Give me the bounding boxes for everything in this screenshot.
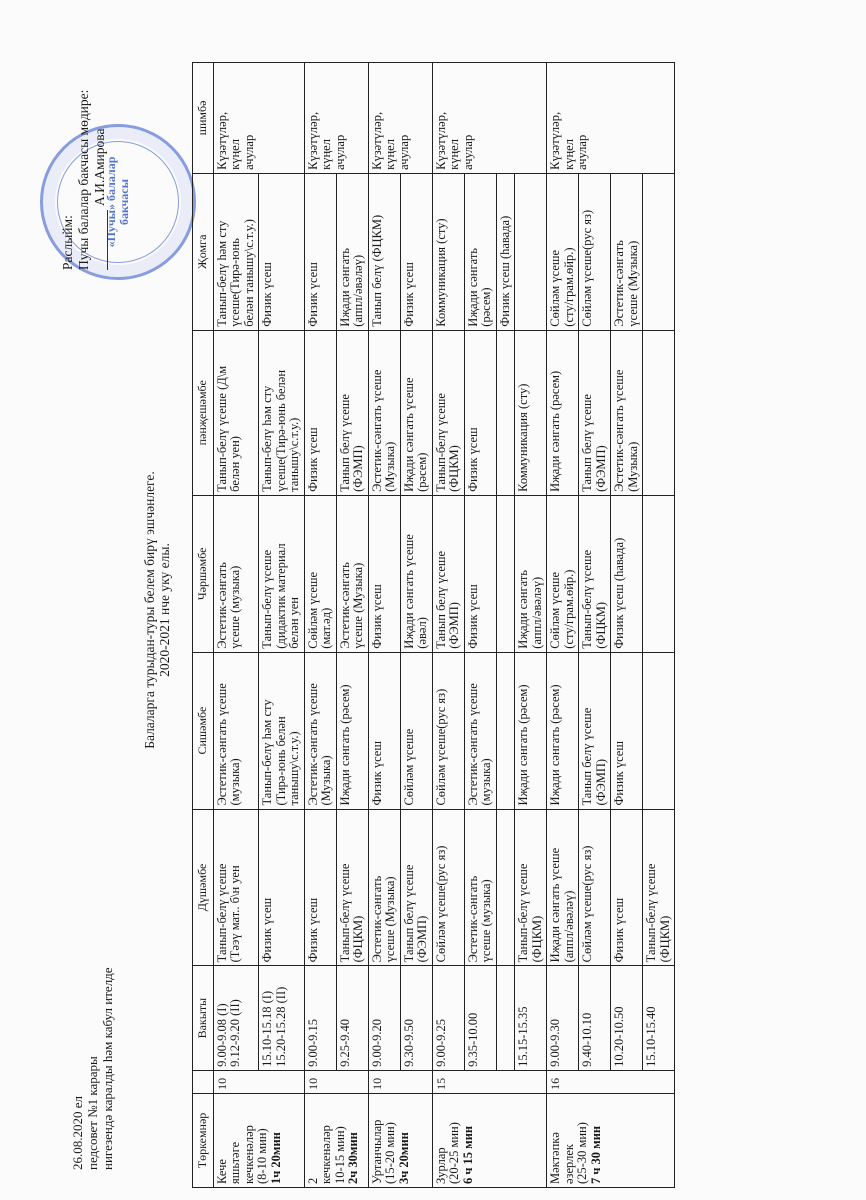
time-cell: 9.30-9.50 [400, 966, 432, 1071]
group-child-count: 10 [304, 1070, 368, 1093]
protocol-accepted: нигезендә каралды һәм кабул ителде [100, 967, 115, 1170]
activity-cell-wed: Сөйләм үсеше (сту/грам.өйр.) [547, 495, 579, 652]
group-child-count: 15 [432, 1070, 547, 1093]
table-row [611, 63, 643, 1188]
activity-cell-wed: Танып-белү үсеше (дидактик материал белән уен [259, 495, 305, 652]
column-header-1 [193, 1070, 214, 1093]
activity-cell-wed [496, 495, 515, 652]
group-child-count: 16 [547, 1070, 675, 1093]
activity-cell-fri: Сөйләм үсеше (сту/грам.өйр.) [547, 173, 579, 330]
time-cell: 15.15-15.35 [515, 966, 547, 1071]
column-header-7: Җомга [193, 173, 214, 330]
activity-cell-tue [643, 652, 675, 809]
table-row [432, 63, 464, 1188]
activity-cell-fri: Танып белү (ФЦКМ) [368, 173, 400, 330]
protocol-date: 26.08.2020 ел [70, 1095, 85, 1170]
activity-cell-mon: Сөйләм үсеше(рус яз) [432, 809, 464, 966]
table-row [547, 63, 579, 1188]
activity-cell-fri: Коммуникация (сту) [432, 173, 464, 330]
activity-cell-wed: Физик үсеш [368, 495, 400, 652]
group-name-cell: Зурлар (20-25 мин) 6 ч 15 мин [432, 1093, 547, 1187]
approval-name: А.И.Амирова [92, 128, 107, 206]
group-child-count: 10 [368, 1070, 432, 1093]
activity-cell-wed: Сөйләм үсеше (мат.әд) [304, 495, 336, 652]
activity-cell-thu: Физик үсеш [464, 330, 496, 495]
activity-cell-fri: Физик үсеш (һавада) [496, 173, 515, 330]
group-total-time: 1ч 20мин [268, 1132, 283, 1184]
table-row [579, 63, 611, 1188]
activity-cell-thu: Физик үсеш [304, 330, 336, 495]
activity-cell-thu [643, 330, 675, 495]
table-row [368, 63, 400, 1188]
activity-cell-tue: Танып белү үсеше (ФЭМП) [579, 652, 611, 809]
activity-cell-wed: Эстетик-сәнгать үсеше (Музыка) [336, 495, 368, 652]
table-row [643, 63, 675, 1188]
protocol-header [70, 850, 115, 1170]
table-row [515, 63, 547, 1188]
activity-cell-mon: Эстетик-сәнгать үсеше (музыка) [464, 809, 496, 966]
activity-cell-thu: Эстетик-сәнгать үсеше (Музыка) [368, 330, 400, 495]
activity-cell-fri [515, 173, 547, 330]
activity-cell-fri: Физик үсеш [304, 173, 336, 330]
time-cell: 10.20-10.50 [611, 966, 643, 1071]
activity-cell-wed: Физик үсеш [464, 495, 496, 652]
time-cell: 9.00-9.30 [547, 966, 579, 1071]
activity-cell-thu: Танып белү үсеше (ФЭМП) [336, 330, 368, 495]
group-name-cell: 2 кечкенәләр 10-15 мин) 2ч 30мин [304, 1093, 368, 1187]
activity-cell-thu: Танып-белү үсеше (Д\м белән уен) [213, 330, 259, 495]
time-cell: 9.00-9.25 [432, 966, 464, 1071]
time-cell: 9.35-10.00 [464, 966, 496, 1071]
activity-cell-tue: Сөйләм үсеше(рус яз) [432, 652, 464, 809]
activity-cell-tue: Эстетик-сәнгать үсеше (Музыка) [304, 652, 336, 809]
table-row [496, 63, 515, 1188]
activity-cell-wed [643, 495, 675, 652]
time-cell: 9.25-9.40 [336, 966, 368, 1071]
group-total-time: 7 ч 30 мин [588, 1125, 603, 1184]
header-row [193, 63, 214, 1188]
rotated-document [0, 50, 866, 1200]
document-subtitle: 2020-2021 нче уку елы. [157, 543, 172, 677]
activity-cell-tue: Танып-белү һәм сту (Тирә-юнь белән танышу\с.т.у.) [259, 652, 305, 809]
activity-cell-fri: Сөйләм үсеше(рус яз) [579, 173, 611, 330]
activity-cell-tue: Физик үсеш [611, 652, 643, 809]
activity-cell-tue [496, 652, 515, 809]
saturday-note: Күзәтүләр, күңел ачулар [547, 63, 675, 174]
column-header-6: пәнҗешәмбе [193, 330, 214, 495]
column-header-5: Чәршәмбе [193, 495, 214, 652]
table-row [213, 63, 259, 1188]
activity-cell-tue: Иҗади сәнгать (рәсем) [547, 652, 579, 809]
activity-cell-tue: Сөйләм үсеше [400, 652, 432, 809]
activity-cell-tue: Эстетик-сәнгать үсеше (музыка) [464, 652, 496, 809]
activity-cell-thu [496, 330, 515, 495]
activity-cell-mon: Танып-белү үсеше (ФЦКМ) [515, 809, 547, 966]
activity-cell-mon: Физик үсеш [611, 809, 643, 966]
activity-cell-fri: Эстетик-сәнгать үсеше (Музыка) [611, 173, 643, 330]
column-header-4: Сишәмбе [193, 652, 214, 809]
activity-cell-mon: Сөйләм үсеше(рус яз) [579, 809, 611, 966]
group-name-cell: Уртанчылар (15-20 мин) 3ч 20мин [368, 1093, 432, 1187]
signature-mark [95, 210, 108, 270]
saturday-note: Күзәтүләр, күңел ачулар [432, 63, 547, 174]
activity-cell-mon: Физик үсеш [259, 809, 305, 966]
activity-cell-wed: Иҗади сәнгать (аппл/әвәләү) [515, 495, 547, 652]
approval-head-line: Пучы балалар бакчасы мөдире: [76, 89, 91, 270]
activity-cell-wed: Эстетик-сәнгать үсеше (музыка) [213, 495, 259, 652]
activity-cell-fri: Танып-белү һәм сту үсеше(Тирә-юнь белән танышу\с.т.у.) [213, 173, 259, 330]
activity-cell-thu: Иҗади сәнгать (рәсем) [547, 330, 579, 495]
activity-cell-thu: Эстетик-сәнгать үсеше (Музыка) [611, 330, 643, 495]
time-cell: 15.10-15.40 [643, 966, 675, 1071]
column-header-0: Төркемнәр [193, 1093, 214, 1187]
group-total-time: 2ч 30мин [346, 1132, 360, 1184]
column-header-8: шимбә [193, 63, 214, 174]
group-child-count: 10 [213, 1070, 304, 1093]
stamp-text: «Пучы» балалар бакчасы [104, 156, 131, 248]
column-header-2: Вакыты [193, 966, 214, 1071]
activity-cell-fri: Иҗади сәнгать (аппл/әвәләү) [336, 173, 368, 330]
time-cell [496, 966, 515, 1071]
group-name-cell: Мәктәпкә әзерлек (25-30 мин) 7 ч 30 мин [547, 1093, 675, 1187]
activity-cell-fri: Физик үсеш [259, 173, 305, 330]
activity-cell-mon: Танып белү үсеше (ФЭМП) [400, 809, 432, 966]
time-cell: 9.40-10.10 [579, 966, 611, 1071]
approval-block [60, 60, 108, 270]
activity-cell-tue: Иҗади сәнгать (рәсем) [336, 652, 368, 809]
activity-cell-fri: Физик үсеш [400, 173, 432, 330]
activity-cell-tue: Иҗади сәнгать (рәсем) [515, 652, 547, 809]
activity-cell-mon [496, 809, 515, 966]
group-total-time: 6 ч 15 мин [460, 1125, 475, 1184]
saturday-note: Күзәтүләр, күңел ачулар [368, 63, 432, 174]
activity-cell-mon: Танып-белү үсеше (ФЦКМ) [336, 809, 368, 966]
activity-cell-wed: Танып-белү үсеше (ФЦКМ) [579, 495, 611, 652]
table-row [304, 63, 336, 1188]
table-row [400, 63, 432, 1188]
saturday-note: Күзәтүләр, күңел ачулар [213, 63, 304, 174]
protocol-pedsovet: педсовет №1 карары [85, 1056, 100, 1170]
group-name-cell: Кече яшьтәге кечкенәләр (8-10 мин) 1ч 20мин [213, 1093, 304, 1187]
approval-label: Раслыйм: [60, 215, 75, 270]
schedule-table [192, 62, 675, 1188]
activity-cell-mon: Физик үсеш [304, 809, 336, 966]
activity-cell-tue: Эстетик-сәнгать үсеше (музыка) [213, 652, 259, 809]
activity-cell-fri [643, 173, 675, 330]
activity-cell-wed: Физик үсеш (һавада) [611, 495, 643, 652]
activity-cell-mon: Эстетик-сәнгать үсеше (Музыка) [368, 809, 400, 966]
activity-cell-thu: Танып-белү һәм сту үсеше(Тирә-юнь белән танышу\с.т.у.) [259, 330, 305, 495]
activity-cell-thu: Танып-белү үсеше (ФЦКМ) [432, 330, 464, 495]
activity-cell-thu: Иҗади сәнгать үсеше (рәсем) [400, 330, 432, 495]
document-caption [142, 350, 172, 870]
activity-cell-wed: Иҗади сәнгать үсеше (әвәл) [400, 495, 432, 652]
activity-cell-mon: Иҗади сәнгать үсеше (аппл/әвәләү) [547, 809, 579, 966]
group-total-time: 3ч 20мин [396, 1132, 411, 1184]
approval-signature-line [92, 60, 108, 270]
activity-cell-tue: Физик үсеш [368, 652, 400, 809]
activity-cell-thu: Коммуникация (сту) [515, 330, 547, 495]
time-cell: 15.10-15.18 (I) 15.20-15.28 (II) [259, 966, 305, 1071]
saturday-note: Күзәтүләр, күңел ачулар [304, 63, 368, 174]
activity-cell-wed: Танып белү үсеше (ФЭМП) [432, 495, 464, 652]
table-row [464, 63, 496, 1188]
table-row [336, 63, 368, 1188]
time-cell: 9.00-9.15 [304, 966, 336, 1071]
activity-cell-thu: Танып белү үсеше (ФЭМП) [579, 330, 611, 495]
activity-cell-mon: Танып-белү үсеше (Тәэү мат.. б\н уен [213, 809, 259, 966]
activity-cell-fri: Иҗади сәнгать (рәсем) [464, 173, 496, 330]
document-title: Балаларга турыдан-туры белем бирү эшчәнлеге. [142, 471, 157, 749]
activity-cell-mon: Танып-белү үсеше (ФЦКМ) [643, 809, 675, 966]
time-cell: 9.00-9.08 (I) 9.12-9.20 (II) [213, 966, 259, 1071]
column-header-3: Дүшәмбе [193, 809, 214, 966]
time-cell: 9.00-9.20 [368, 966, 400, 1071]
table-row [259, 63, 305, 1188]
